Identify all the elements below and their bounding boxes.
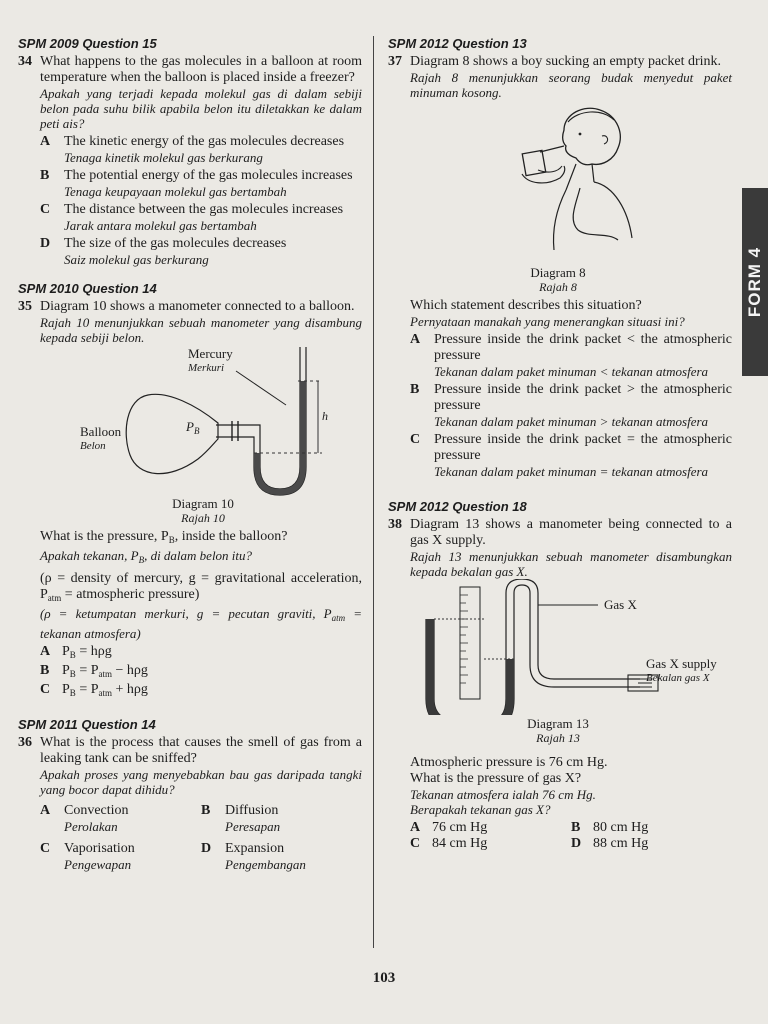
question-source-header: SPM 2010 Question 14 (18, 281, 157, 296)
question-number: 36 (18, 735, 32, 750)
option-letter: C (40, 202, 51, 217)
question-source-header: SPM 2011 Question 14 (18, 717, 156, 732)
option-b[interactable]: B $P_B = P_{atm} - h\rho g$ (40, 663, 362, 682)
option-text-ms: Pengembangan (225, 857, 306, 872)
diagram-8-caption: Diagram 8 Rajah 8 (530, 265, 586, 294)
option-text-ms: Tekanan dalam paket minuman < tekanan atmosfera (434, 364, 709, 379)
question-stem-ms: Apakah proses yang menyebabkan bau gas daripada tangki yang bocor dapat dihidu? (40, 767, 362, 797)
diagram-13-caption: Diagram 13 Rajah 13 (527, 716, 589, 745)
question-stem-ms: Rajah 13 menunjukkan sebuah manometer disambungkan kepada bekalan gas X. (410, 549, 732, 579)
boy-sucking-packet-figure (388, 100, 732, 268)
question-number: 35 (18, 299, 32, 314)
question-number: 34 (18, 54, 32, 69)
option-text-en: The distance between the gas molecules increases (64, 202, 344, 217)
option-a[interactable]: A Convection Perolakan (40, 803, 201, 834)
option-value: 84 cm Hg (432, 836, 488, 851)
option-c[interactable]: C $P_B = P_{atm} + h\rho g$ (40, 682, 362, 701)
info-line-ms-1: Tekanan atmosfera ialah 76 cm Hg. (410, 787, 596, 802)
option-text-ms: Jarak antara molekul gas bertambah (64, 218, 257, 233)
option-b[interactable]: B Diffusion Peresapan (201, 803, 362, 834)
option-text-en: Pressure inside the drink packet = the atmospheric pressure (434, 432, 732, 463)
definitions-ms: (ρ = ketumpatan merkuri, g = pecutan graviti, $P_{atm}$ = tekanan atmosfera) (40, 606, 362, 641)
option-formula: $P_B = P_{atm} + h\rho g$ (62, 682, 148, 698)
option-text-ms: Perolakan (64, 819, 118, 834)
info-line-en-1: Atmospheric pressure is 76 cm Hg. (410, 755, 608, 770)
option-d[interactable]: D 88 cm Hg (571, 836, 649, 851)
option-letter: A (40, 134, 51, 149)
option-letter: B (40, 168, 50, 183)
question-prompt-ms: Pernyataan manakah yang menerangkan situasi ini? (410, 314, 685, 329)
option-text-en: The kinetic energy of the gas molecules decreases (64, 134, 345, 149)
question-stem-en: What is the process that causes the smell of gas from a leaking tank can be sniffed? (40, 735, 362, 766)
balloon-label: Balloon Belon (80, 424, 122, 452)
diagram-10-caption: Diagram 10 Rajah 10 (172, 496, 234, 525)
option-text-en: The potential energy of the gas molecules increases (64, 168, 353, 183)
option-text-ms: Saiz molekul gas berkurang (64, 252, 209, 267)
question-stem-ms: Rajah 10 menunjukkan sebuah manometer yang disambung kepada sebiji belon. (40, 315, 362, 345)
diagram-13-manometer-gas-supply (388, 579, 732, 747)
option-formula: $P_B = P_{atm} - h\rho g$ (62, 663, 148, 679)
question-number: 38 (388, 517, 402, 532)
question-stem-ms: Apakah yang terjadi kepada molekul gas di dalam sebiji belon pada suhu bilik apabila belon itu diletakkan ke dalam peti ais? (40, 86, 362, 131)
question-number: 37 (388, 54, 402, 69)
question-source-header: SPM 2012 Question 18 (388, 499, 527, 514)
question-36 (18, 717, 362, 872)
option-text-ms: Peresapan (225, 819, 281, 834)
pb-label: $P_B$ (186, 419, 200, 436)
definitions-en: (ρ = density of mercury, g = gravitational acceleration, $P_{atm}$ = atmospheric pressure) (40, 571, 362, 603)
question-prompt-ms: Apakah tekanan, $P_B$, di dalam belon itu? (40, 548, 253, 565)
option-c[interactable]: C Pressure inside the drink packet = the atmospheric pressure Tekanan dalam paket minuman = tekanan atmosfera (410, 432, 732, 479)
gas-x-supply-label: Gas X supply Bekalan gas X (646, 656, 717, 684)
option-text-en: Convection (64, 803, 129, 818)
info-line-ms-2: Berapakah tekanan gas X? (410, 802, 551, 817)
option-c[interactable]: C Vaporisation Pengewapan (40, 841, 201, 872)
question-stem-en: What happens to the gas molecules in a balloon at room temperature when the balloon is placed inside a freezer? (40, 54, 362, 85)
diagram-8-boy-drinking (388, 100, 732, 300)
right-column (388, 36, 732, 852)
option-value: 76 cm Hg (432, 820, 488, 835)
question-38 (388, 499, 732, 852)
option-c[interactable] (40, 202, 362, 233)
option-text-en: Pressure inside the drink packet > the atmospheric pressure (434, 382, 732, 413)
option-letter: D (40, 236, 51, 251)
option-text-en: The size of the gas molecules decreases (64, 236, 287, 251)
manometer-gas-figure (388, 579, 732, 715)
option-d[interactable] (40, 236, 362, 267)
option-text-en: Diffusion (225, 803, 279, 818)
option-text-ms: Tekanan dalam paket minuman > tekanan atmosfera (434, 414, 709, 429)
question-stem-en: Diagram 8 shows a boy sucking an empty packet drink. (410, 54, 722, 69)
option-text-en: Pressure inside the drink packet < the atmospheric pressure (434, 332, 732, 363)
option-text-ms: Pengewapan (64, 857, 132, 872)
option-formula: $P_B = h\rho g$ (62, 644, 112, 660)
option-a[interactable]: A Pressure inside the drink packet < the atmospheric pressure Tekanan dalam paket minuman < tekanan atmosfera (410, 332, 732, 379)
gas-x-label: Gas X (604, 597, 637, 612)
option-b[interactable] (40, 168, 362, 199)
question-37 (388, 36, 732, 479)
option-value: 88 cm Hg (593, 836, 649, 851)
option-text-en: Expansion (225, 841, 285, 856)
option-b[interactable]: B 80 cm Hg (571, 820, 649, 835)
option-text-ms: Tenaga kinetik molekul gas berkurang (64, 150, 263, 165)
mercury-label: Mercury Merkuri (188, 346, 233, 374)
page-number: 103 (372, 970, 396, 986)
option-a[interactable] (40, 134, 362, 165)
left-column (18, 36, 362, 872)
option-text-en: Vaporisation (64, 841, 135, 856)
h-label: h (322, 409, 328, 423)
question-stem-en: Diagram 13 shows a manometer being connected to a gas X supply. (410, 517, 732, 548)
question-prompt-en: Which statement describes this situation? (410, 298, 642, 313)
question-source-header: SPM 2009 Question 15 (18, 36, 157, 51)
column-divider (373, 36, 374, 948)
option-b[interactable]: B Pressure inside the drink packet > the atmospheric pressure Tekanan dalam paket minuman > tekanan atmosfera (410, 382, 732, 429)
option-text-ms: Tenaga keupayaan molekul gas bertambah (64, 184, 287, 199)
question-35 (18, 281, 362, 701)
diagram-10-manometer-balloon (18, 347, 362, 527)
option-c[interactable]: C 84 cm Hg (410, 836, 488, 851)
option-value: 80 cm Hg (593, 820, 649, 835)
question-prompt-en: What is the pressure, $P_B$, inside the balloon? (40, 529, 288, 545)
option-a[interactable]: A 76 cm Hg (410, 820, 488, 835)
question-stem-ms: Rajah 8 menunjukkan seorang budak menyedut paket minuman kosong. (410, 70, 732, 100)
option-text-ms: Tekanan dalam paket minuman = tekanan atmosfera (434, 464, 709, 479)
option-d[interactable]: D Expansion Pengembangan (201, 841, 362, 872)
question-34 (18, 36, 362, 267)
option-a[interactable]: A $P_B = h\rho g$ (40, 644, 362, 663)
info-line-en-2: What is the pressure of gas X? (410, 771, 582, 786)
form-4-side-tab: FORM 4 (742, 188, 768, 376)
question-stem-en: Diagram 10 shows a manometer connected to a balloon. (40, 299, 355, 314)
question-source-header: SPM 2012 Question 13 (388, 36, 527, 51)
